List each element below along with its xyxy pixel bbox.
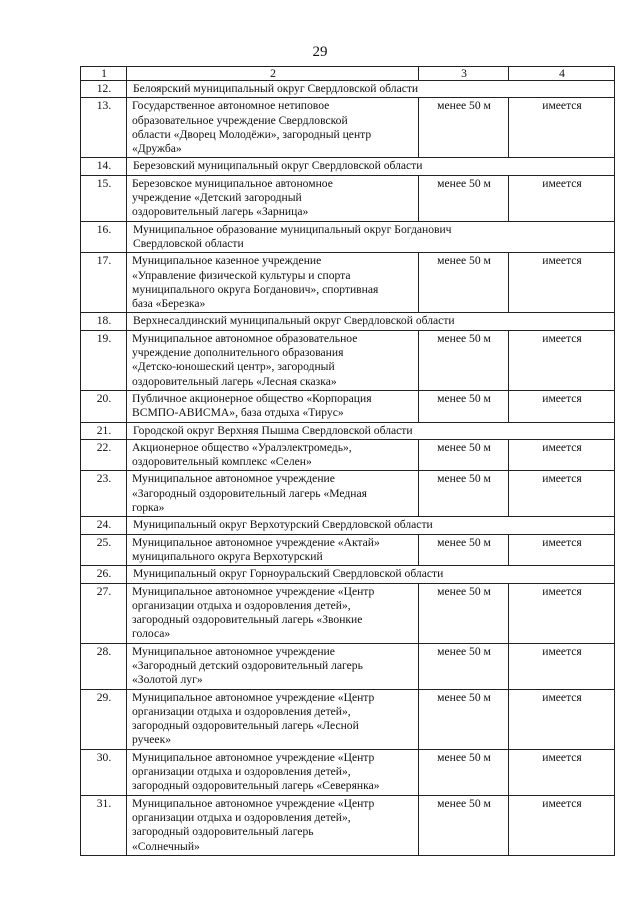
status-cell: имеется	[509, 439, 615, 471]
text-line: оздоровительный комплекс «Селен»	[132, 455, 312, 469]
section-title: Верхнесалдинский муниципальный округ Свердловской области	[127, 313, 615, 330]
table-row	[81, 471, 615, 517]
facility-name	[127, 98, 419, 158]
status-cell: имеется	[509, 330, 615, 390]
text-line: ручеек»	[132, 733, 171, 747]
text-line: Муниципальное автономное учреждение	[132, 644, 335, 658]
text-line: оздоровительный лагерь «Лесная сказка»	[132, 374, 337, 388]
status-cell: имеется	[509, 583, 615, 643]
column-header-4: 4	[509, 67, 615, 81]
facility-name	[127, 253, 419, 313]
facility-name	[127, 175, 419, 221]
row-number: 24.	[81, 517, 127, 534]
status-cell: имеется	[509, 471, 615, 517]
table-row	[81, 534, 615, 566]
text-line: ВСМПО-АВИСМА», база отдыха «Тирус»	[132, 406, 344, 420]
column-header-1: 1	[81, 67, 127, 81]
table-row	[81, 439, 615, 471]
text-line: области «Дворец Молодёжи», загородный центр	[132, 127, 372, 141]
distance-cell: менее 50 м	[419, 643, 509, 689]
section-row	[81, 158, 615, 175]
distance-cell: менее 50 м	[419, 689, 509, 749]
distance-cell: менее 50 м	[419, 795, 509, 855]
text-line: организации отдыха и оздоровления детей»,	[132, 704, 351, 718]
text-line: Муниципальное автономное учреждение «Центр	[132, 750, 375, 764]
text-line: голоса»	[132, 627, 171, 641]
section-title: Березовский муниципальный округ Свердловской области	[127, 158, 615, 175]
column-header-3: 3	[419, 67, 509, 81]
text-line: загородный оздоровительный лагерь «Звонкие	[132, 613, 363, 627]
distance-cell: менее 50 м	[419, 390, 509, 422]
table-header-row	[81, 67, 615, 81]
distance-cell: менее 50 м	[419, 583, 509, 643]
row-number: 29.	[81, 689, 127, 749]
text-line: Муниципальное казенное учреждение	[132, 254, 322, 268]
table-row	[81, 749, 615, 795]
row-number: 13.	[81, 98, 127, 158]
row-number: 14.	[81, 158, 127, 175]
text-line: «Детско-юношеский центр», загородный	[132, 360, 335, 374]
facility-name	[127, 439, 419, 471]
status-cell: имеется	[509, 175, 615, 221]
section-row	[81, 517, 615, 534]
section-row	[81, 221, 615, 253]
text-line: Муниципальное автономное учреждение «Центр	[132, 584, 375, 598]
text-line: организации отдыха и оздоровления детей»,	[132, 765, 351, 779]
row-number: 20.	[81, 390, 127, 422]
table-row	[81, 98, 615, 158]
section-title: Муниципальный округ Горноуральский Свердловской области	[127, 566, 615, 583]
row-number: 18.	[81, 313, 127, 330]
text-line: «Дружба»	[132, 142, 182, 156]
row-number: 12.	[81, 81, 127, 98]
text-line: организации отдыха и оздоровления детей»,	[132, 598, 351, 612]
text-line: муниципального округа Верхотурский	[132, 549, 323, 563]
facility-name	[127, 749, 419, 795]
status-cell: имеется	[509, 795, 615, 855]
text-line: Муниципальное автономное учреждение «Центр	[132, 796, 375, 810]
table-row	[81, 643, 615, 689]
table-row	[81, 583, 615, 643]
table-row	[81, 175, 615, 221]
column-header-2: 2	[127, 67, 419, 81]
text-line: загородный оздоровительный лагерь «Лесной	[132, 719, 359, 733]
text-line: горка»	[132, 501, 165, 515]
facility-name	[127, 330, 419, 390]
section-title: Муниципальный округ Верхотурский Свердловской области	[127, 517, 615, 534]
status-cell: имеется	[509, 253, 615, 313]
text-line: Муниципальное образование муниципальный округ Богданович	[133, 222, 452, 236]
facility-name	[127, 583, 419, 643]
section-row	[81, 81, 615, 98]
status-cell: имеется	[509, 749, 615, 795]
text-line: Муниципальное автономное образовательное	[132, 331, 358, 345]
section-title	[127, 221, 615, 253]
text-line: учреждение дополнительного образования	[132, 346, 344, 360]
distance-cell: менее 50 м	[419, 253, 509, 313]
row-number: 22.	[81, 439, 127, 471]
text-line: «Золотой луг»	[132, 673, 203, 687]
status-cell: имеется	[509, 390, 615, 422]
facilities-table	[80, 66, 615, 856]
text-line: «Загородный оздоровительный лагерь «Медная	[132, 486, 367, 500]
row-number: 17.	[81, 253, 127, 313]
row-number: 23.	[81, 471, 127, 517]
row-number: 21.	[81, 422, 127, 439]
distance-cell: менее 50 м	[419, 330, 509, 390]
text-line: муниципального округа Богданович», спортивная	[132, 282, 379, 296]
status-cell: имеется	[509, 98, 615, 158]
row-number: 15.	[81, 175, 127, 221]
table-row	[81, 795, 615, 855]
section-title: Белоярский муниципальный округ Свердловской области	[127, 81, 615, 98]
section-row	[81, 422, 615, 439]
text-line: организации отдыха и оздоровления детей»,	[132, 810, 351, 824]
text-line: учреждение «Детский загородный	[132, 191, 302, 205]
distance-cell: менее 50 м	[419, 439, 509, 471]
text-line: Муниципальное автономное учреждение «Актай»	[132, 535, 380, 549]
text-line: «Загородный детский оздоровительный лагерь	[132, 658, 363, 672]
facility-name	[127, 795, 419, 855]
text-line: Муниципальное автономное учреждение	[132, 472, 335, 486]
text-line: оздоровительный лагерь «Зарница»	[132, 205, 309, 219]
facility-name	[127, 390, 419, 422]
row-number: 27.	[81, 583, 127, 643]
distance-cell: менее 50 м	[419, 175, 509, 221]
distance-cell: менее 50 м	[419, 534, 509, 566]
row-number: 31.	[81, 795, 127, 855]
facility-name	[127, 534, 419, 566]
text-line: Публичное акционерное общество «Корпорация	[132, 391, 372, 405]
row-number: 28.	[81, 643, 127, 689]
table-row	[81, 689, 615, 749]
status-cell: имеется	[509, 689, 615, 749]
table-row	[81, 390, 615, 422]
text-line: Свердловской области	[133, 236, 244, 250]
row-number: 30.	[81, 749, 127, 795]
text-line: «Управление физической культуры и спорта	[132, 268, 351, 282]
text-line: образовательное учреждение Свердловской	[132, 113, 348, 127]
row-number: 16.	[81, 221, 127, 253]
text-line: «Солнечный»	[132, 839, 200, 853]
text-line: загородный оздоровительный лагерь	[132, 825, 314, 839]
status-cell: имеется	[509, 534, 615, 566]
text-line: Березовское муниципальное автономное	[132, 176, 333, 190]
section-title: Городской округ Верхняя Пышма Свердловской области	[127, 422, 615, 439]
facility-name	[127, 643, 419, 689]
row-number: 26.	[81, 566, 127, 583]
row-number: 19.	[81, 330, 127, 390]
text-line: Государственное автономное нетиповое	[132, 99, 330, 113]
text-line: Муниципальное автономное учреждение «Центр	[132, 690, 375, 704]
text-line: база «Березка»	[132, 297, 206, 311]
text-line: загородный оздоровительный лагерь «Северянка»	[132, 779, 380, 793]
table-row	[81, 253, 615, 313]
facility-name	[127, 689, 419, 749]
status-cell: имеется	[509, 643, 615, 689]
section-row	[81, 313, 615, 330]
distance-cell: менее 50 м	[419, 749, 509, 795]
row-number: 25.	[81, 534, 127, 566]
distance-cell: менее 50 м	[419, 471, 509, 517]
distance-cell: менее 50 м	[419, 98, 509, 158]
text-line: Акционерное общество «Уралэлектромедь»,	[132, 440, 352, 454]
page-number: 29	[312, 44, 328, 60]
table-row	[81, 330, 615, 390]
section-row	[81, 566, 615, 583]
facility-name	[127, 471, 419, 517]
